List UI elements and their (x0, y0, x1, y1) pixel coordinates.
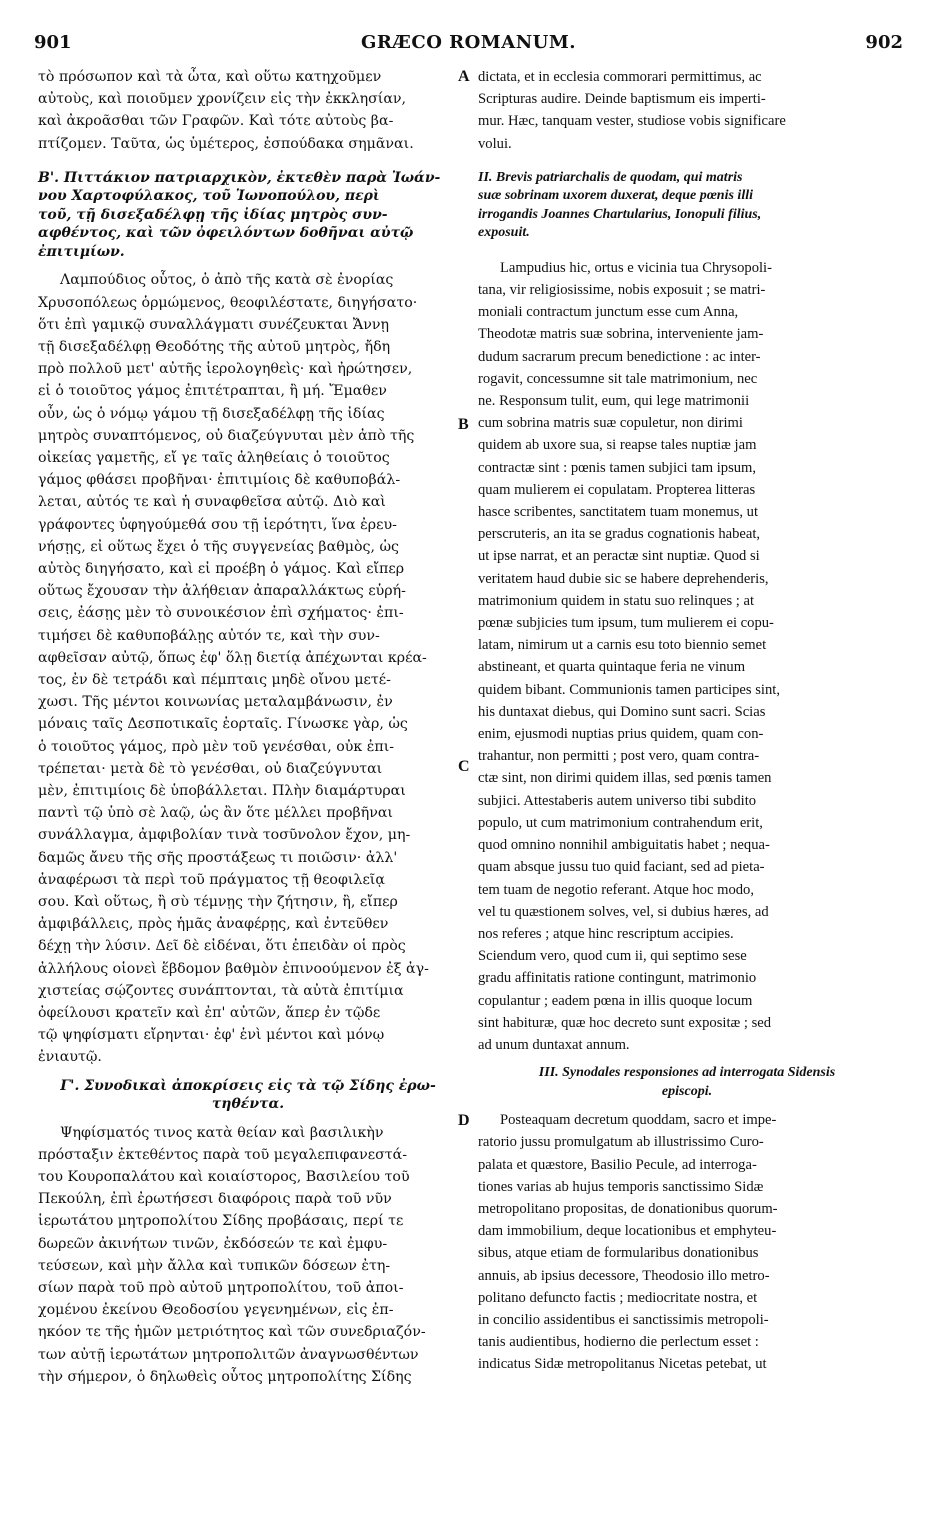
text-line: σου. Καὶ οὕτως, ἢ σὺ τέμνῃς τὴν ζήτησιν, ἢ, εἴπερ (38, 894, 398, 910)
text-line: πρὸ πολλοῦ μετ' αὐτῆς ἱερολογηθεὶς· καὶ ἠρώτησεν, (38, 361, 413, 378)
text-line: vel tu quæstionem solves, vel, si dubius hæres, ad (478, 903, 769, 920)
text-line: τοῦ, τῇ δισεξαδέλφῃ τῆς ἰδίας μητρὸς συν- (38, 206, 388, 223)
text-line: volui. (478, 135, 512, 152)
text-line: tiones varias ab hujus temporis sanctissimo Sidæ (478, 1178, 764, 1195)
text-line: Scripturas audire. Deinde baptismum eis imperti- (478, 91, 766, 108)
text-line: dam immobilium, deque locationibus et emphyteu- (478, 1223, 777, 1240)
text-line: μητρὸς συναπτόμενος, οὐ διαζεύγνυται μὲν ἀπὸ τῆς (38, 427, 415, 444)
text-line: latam, nimirum ut a carnis esu toto biennio semet (478, 637, 767, 654)
text-line: Λαμπούδιος οὗτος, ὁ ἀπὸ τῆς κατὰ σὲ ἐνορίας (60, 272, 394, 289)
text-line: sint habituræ, quæ hoc decreto sunt expositæ ; sed (478, 1014, 772, 1031)
text-line: χομένου ἐκείνου Θεοδοσίου γεγενημένων, εἰς ἐπ- (38, 1302, 394, 1319)
text-line: τεύσεων, καὶ μὴν ἄλλα καὶ τυπικῶν δόσεων ἐτη- (38, 1257, 391, 1274)
text-line: quidem bibant. Communionis tamen participes sint, (478, 681, 780, 698)
text-line: νου Χαρτοφύλακος, τοῦ Ἰωνοπούλου, περὶ (38, 188, 380, 205)
text-line: ratorio jussu promulgatum ab illustrissimo Curo- (478, 1134, 764, 1151)
text-line: his duntaxat diebus, qui Domino sunt sacri. Scias (478, 703, 766, 720)
running-header (34, 32, 903, 60)
text-line: metropolitano propositas, de donationibus quorum- (478, 1200, 778, 1217)
text-line: III. Synodales responsiones ad interrogata Sidensis (538, 1065, 836, 1081)
text-line: in concilio assidentibus ei sanctissimis metropoli- (478, 1311, 769, 1328)
text-line: politano defuncto factis ; mediocritate nostra, et (478, 1289, 758, 1306)
text-line: εἰ ὁ τοιοῦτος γάμος ἐπιτέτραπται, ἢ μή. Ἔμαθεν (38, 383, 387, 400)
margin-marker-b: B (458, 416, 469, 433)
text-line: των αὐτῇ ἱερωτάτων μητροπολιτῶν ἀναγνωσθέντων (38, 1346, 419, 1363)
text-line: δαμῶς ἄνευ τῆς σῆς προστάξεως τι ποιῶσιν· ἀλλ' (38, 849, 398, 866)
text-line: τῇ δισεξαδέλφῃ Θεοδότης τῆς αὐτοῦ μητρὸς, ἤδη (38, 338, 391, 355)
text-line: tana, vir religiosissime, nobis exposuit ; se matri- (478, 282, 766, 299)
text-line: ὀφείλουσι κρατεῖν καὶ ἐπ' αὐτῶν, ἅπερ ἐν τῷδε (38, 1005, 381, 1022)
latin-intro-paragraph (478, 66, 896, 155)
text-line: Ψηφίσματός τινος κατὰ θείαν καὶ βασιλικὴν (60, 1124, 384, 1141)
text-line: Posteaquam decretum quoddam, sacro et impe- (500, 1112, 777, 1129)
text-line: quod omnino nonnihil ambiguitatis habet ; nequa- (478, 837, 770, 854)
text-line: Lampudius hic, ortus e vicinia tua Chrysopoli- (500, 259, 772, 276)
text-line: νήσῃς, εἰ οὕτως ἔχει ὁ τῆς συγγενείας βαθμὸς, ὡς (38, 538, 399, 555)
text-line: irrogandis Joannes Chartularius, Ionopuli filius, (478, 206, 762, 222)
text-line: quam mulierem ei copulatam. Propterea litteras (478, 481, 756, 498)
text-line: ne. Responsum tulit, eum, qui lege matrimonii (478, 393, 750, 410)
text-line: copulantur ; eadem pœna in illis quoque locum (478, 992, 753, 1009)
text-line: γράφοντες ὑφηγούμεθά σου τῇ ἱερότητι, ἵνα ἐρευ- (38, 516, 397, 533)
latin-section-body-b (478, 257, 896, 1056)
text-line: οἰκείας γαμετῆς, εἴ γε ταῖς ἀληθείαις ὁ τοιοῦτος (38, 449, 390, 466)
text-line: συνάλλαγμα, ἀμφιβολίαν τινὰ τοσῦνολον ἔχον, μη- (38, 827, 411, 844)
text-line: του Κουροπαλάτου καὶ κοιαίστορος, Βασιλείου τοῦ (38, 1169, 410, 1186)
text-line: τηθέντα. (211, 1096, 285, 1113)
latin-section-heading-b (478, 169, 896, 243)
text-line: ad unum duntaxat annum. (478, 1036, 630, 1053)
page-number-right: 902 (865, 32, 903, 53)
text-line: contractæ sint : pœnis tamen subjici tam ipsum, (478, 459, 757, 476)
text-line: exposuit. (478, 225, 530, 241)
text-line: αὐτοὺς, καὶ ποιοῦμεν χρονίζειν εἰς τὴν ἐκκλησίαν, (38, 91, 407, 108)
greek-section-body-c (38, 1122, 458, 1388)
text-line: Sciendum vero, quod cum ii, qui septimo sese (478, 948, 747, 965)
text-line: moniali contractum junctum esse cum Anna, (478, 304, 739, 321)
text-line: Χρυσοπόλεως ὁρμώμενος, θεοφιλέστατε, διηγήσατο· (38, 294, 418, 311)
running-title: GRÆCO ROMANUM. (360, 32, 577, 53)
margin-marker-d: D (458, 1112, 470, 1129)
text-line: ηκόον τε τῆς ἡμῶν μετριότητος καὶ τῶν συνεδριαζόν- (38, 1324, 426, 1341)
text-line: σεις, ἐάσῃς μὲν τὸ συνοικέσιον ἐπὶ σχήματος· ἐπι- (38, 605, 404, 622)
text-line: hasce scribentes, sanctitatem tuam monemus, ut (478, 504, 759, 521)
text-line: tem tuam de negotio referant. Atque hoc modo, (478, 881, 754, 898)
page-number-left: 901 (34, 32, 72, 53)
text-line: μόναις ταῖς Δεσποτικαῖς ἑορταῖς. Γίνωσκε γὰρ, ὡς (38, 716, 408, 733)
text-line: ἐνιαυτῷ. (38, 1049, 102, 1066)
text-line: ἀλλήλους οἱονεὶ ἕβδομον βαθμὸν ἐπινοούμενον ἐξ ἀγ- (38, 960, 429, 977)
text-line: Β'. Πιττάκιον πατριαρχικὸν, ἐκτεθὲν παρὰ Ἰωάν- (38, 169, 441, 186)
text-line: rogavit, concessumne sit tale matrimonium, nec (478, 370, 758, 387)
text-line: γάμος φθάσει προβῆναι· ἐπιτιμίοις δὲ καθυποβάλ- (38, 472, 401, 489)
text-line: enim, ejusmodi nuptias prius quidem, quam con- (478, 726, 764, 743)
text-line: πρόσταξιν ἐκτεθέντος παρὰ τοῦ μεγαλεπιφανεστά- (38, 1146, 407, 1163)
text-line: quidem ab uxore sua, si reapse tales nuptiæ jam (478, 437, 757, 454)
greek-section-heading-b (38, 169, 458, 262)
text-line: χιστείας σῴζοντες συνάπτονται, τὰ αὐτὰ ἐπιτίμια (38, 982, 404, 999)
text-line: mur. Hæc, tanquam vester, studiose vobis significare (478, 113, 786, 130)
text-line: οὖν, ὡς ὁ νόμῳ γάμου τῇ δισεξαδέλφῃ τῆς ἰδίας (38, 405, 385, 422)
text-line: suæ sobrinam uxorem duxerat, deque pœnis illi (478, 188, 753, 204)
text-line: Πεκούλη, ἐπὶ ἐρωτήσεσι διαφόροις παρὰ τοῦ νῦν (38, 1191, 392, 1208)
greek-intro-paragraph (38, 66, 458, 155)
text-line: annuis, ab ipsius decessore, Theodosio illo metro- (478, 1267, 770, 1284)
text-line: quam absque jussu tuo quid faciant, sed ad pieta- (478, 859, 765, 876)
text-line: tanis audientibus, hodierno die perlectum esset : (478, 1334, 759, 1351)
text-line: indicatus Sidæ metropolitanus Nicetas petebat, ut (478, 1356, 767, 1373)
margin-marker-a: A (458, 68, 470, 85)
text-line: οὕτως ἔχουσαν τὴν ἀλήθειαν ἀπαραλλάκτως εὑρή- (38, 583, 406, 600)
text-line: abstineant, et quarta quintaque feria ne vinum (478, 659, 746, 676)
text-line: τρέπεται· μετὰ δὲ τὸ γενέσθαι, οὐ διαζεύγνυται (38, 760, 383, 777)
text-line: ἱερωτάτου μητροπολίτου Σίδης προβάσαις, περί τε (38, 1213, 404, 1230)
text-line: τὸ πρόσωπον καὶ τὰ ὦτα, καὶ οὕτω κατηχοῦμεν (38, 69, 382, 85)
text-line: ὅτι ἐπὶ γαμικῷ συναλλάγματι συνέζευκται Ἄννῃ (38, 316, 390, 333)
text-line: cum sobrina matris suæ copuletur, non dirimi (478, 415, 743, 432)
text-line: Theodotæ matris suæ sobrina, interveniente jam- (478, 326, 764, 343)
text-line: perscruteris, an ita se gradus cognationis habeat, (478, 526, 761, 543)
greek-section-body-b (38, 269, 458, 1068)
text-line: gradu affinitatis ratione contingunt, matrimonio (478, 970, 757, 987)
text-line: δέχῃ τὴν λύσιν. Δεῖ δὲ εἰδέναι, ὅτι ἐπειδὰν οἱ πρὸς (38, 938, 406, 955)
text-line: τῷ ψηφίσματι εἴρηνται· ἐφ' ἑνὶ μέντοι καὶ μόνῳ (38, 1027, 385, 1044)
text-line: τιμήσει δὲ καθυποβάλῃς αὐτόν τε, καὶ τὴν συν- (38, 627, 380, 644)
text-line: αφθεῖσαν αὐτῷ, ὅπως ἐφ' ὅλῃ διετίᾳ ἀπέχωνται κρέα- (38, 649, 427, 666)
text-line: πτίζομεν. Ταῦτα, ὡς ὑμέτερος, ἐσπούδακα σημᾶναι. (38, 135, 414, 152)
text-line: τὴν σήμερον, ὁ δηλωθεὶς οὗτος μητροπολίτης Σίδης (38, 1368, 412, 1385)
text-line: παντὶ τῷ ὑπὸ σὲ λαῷ, ὡς ἂν ὅτε μέλλει προβῆναι (38, 805, 393, 822)
text-line: nos referes ; atque hinc rescriptum accipies. (478, 925, 734, 942)
margin-marker-c: C (458, 758, 470, 775)
text-line: II. Brevis patriarchalis de quodam, qui matris (478, 169, 743, 185)
text-line: Γ'. Συνοδικαὶ ἀποκρίσεις εἰς τὰ τῷ Σίδης ἐρω- (60, 1077, 436, 1094)
text-line: populo, ut cum matrimonium contrahendum erit, (478, 814, 763, 831)
greek-column (38, 66, 458, 1388)
text-line: αφθέντος, καὶ τῶν ὀφειλόντων δοθῆναι αὐτῷ (38, 225, 414, 242)
text-line: χωσι. Τῆς μέντοι κοινωνίας μεταλαμβάνωσιν, ἐν (38, 694, 393, 711)
text-line: dictata, et in ecclesia commorari permittimus, ac (478, 69, 762, 85)
latin-section-heading-c (478, 1064, 896, 1101)
text-line: ὁ τοιοῦτος γάμος, πρὸ μὲν τοῦ γενέσθαι, οὐκ ἐπι- (38, 738, 395, 755)
text-line: μὲν, ἐπιτιμίοις δὲ ὑποβάλλεται. Πλὴν διαμάρτυραι (38, 782, 406, 799)
text-line: ἐπιτιμίων. (38, 243, 125, 260)
text-line: αὐτὸς διηγήσατο, καὶ εἰ προέβη ὁ γάμος. Καὶ εἴπερ (38, 560, 405, 577)
text-line: veritatem haud dubie sic se habere deprehenderis, (478, 570, 769, 587)
text-line: ἀναφέρωσι τὰ περὶ τοῦ πράγματος τῇ θεοφιλεῖᾳ (38, 871, 385, 888)
text-line: episcopi. (661, 1083, 713, 1099)
text-line: δωρεῶν ἀκινήτων τινῶν, ἐκδόσεών τε καὶ ἐμφυ- (38, 1235, 388, 1252)
text-line: sibus, atque etiam de formularibus donationibus (478, 1245, 759, 1262)
text-line: ἀμφιβάλλεις, πρὸς ἡμᾶς ἀναφέρῃς, καὶ ἐντεῦθεν (38, 916, 389, 933)
text-line: σίων παρὰ τοῦ πρὸ αὐτοῦ μητροπολίτου, τοῦ ἀποι- (38, 1280, 404, 1297)
text-line: καὶ ἀκροᾶσθαι τῶν Γραφῶν. Καὶ τότε αὐτοὺς βα- (38, 113, 394, 130)
text-line: τος, ἐν δὲ τετράδι καὶ πέμπταις μηδὲ οἴνου μετέ- (38, 671, 391, 688)
latin-section-body-c (478, 1109, 896, 1375)
latin-column (478, 66, 896, 1376)
greek-section-heading-c (38, 1077, 458, 1114)
text-line: ctæ sint, non dirimi quidem illas, sed pœnis tamen (478, 770, 772, 787)
text-line: trahantur, non permitti ; post vero, quam contra- (478, 748, 760, 765)
text-line: pœnæ subjicies tum ipsum, tum mulierem ei copu- (478, 615, 774, 632)
text-line: dudum sacrarum precum benedictione : ac inter- (478, 348, 761, 365)
text-line: subjici. Attestaberis autem universo tibi subdito (478, 792, 757, 809)
text-line: λεται, αὐτός τε καὶ ἡ συναφθεῖσα αὐτῷ. Διὸ καὶ (38, 494, 386, 511)
text-line: ut ipse narrat, et an peractæ sint nuptiæ. Quod si (478, 548, 760, 565)
text-line: palata et quæstore, Basilio Pecule, ad interroga- (478, 1156, 757, 1173)
text-line: matrimonium quidem in statu suo relinques ; at (478, 592, 755, 609)
